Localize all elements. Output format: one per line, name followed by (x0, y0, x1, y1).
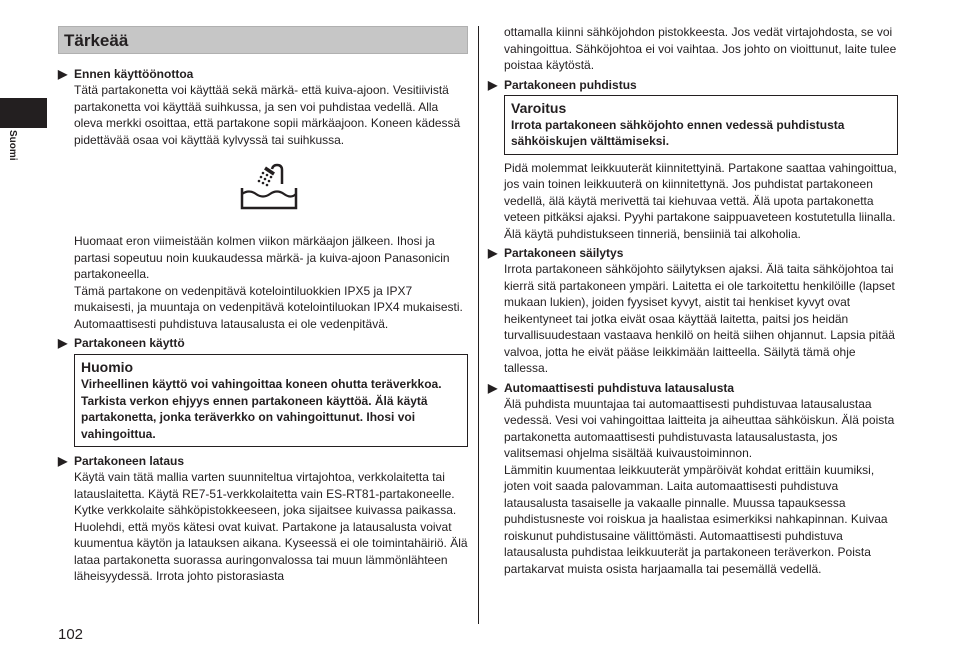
section-heading (488, 245, 898, 261)
caution-title: Huomio (81, 359, 134, 375)
paragraph: Älä puhdista muuntajaa tai automaattisesti puhdistuvaa latausalustaa vedessä. Vesi voi vahingoittaa laitteita ja aiheuttaa sähköiskun. Älä poista partakonetta automaattisesti puhdistuvasta latausalustasta, jos valitsemasi ohjelma sisältää kuivaustoiminnon. (504, 396, 895, 460)
heading-text: Partakoneen lataus (74, 454, 185, 468)
paragraph: Huomaat eron viimeistään kolmen viikon märkäajon jälkeen. Ihosi ja partasi sopeutuu noin kuukaudessa märkä- ja kuiva-ajoon Panasonicin partakoneella. (74, 234, 450, 281)
section-heading (58, 335, 468, 351)
paragraph: Käytä vain tätä mallia varten suunniteltua virtajohtoa, verkkolaitetta tai latauslaitetta. Käytä RE7-51-verkkolaitetta vain ES-RT81-partakoneelle. Kytke verkkolaite sähköpistokkeeseen, joka sijaitsee kuivassa paikassa. Huolehdi, että myös kätesi ovat kuivat. Partakone ja latausalusta voivat kuumentua käytön ja latauksen aikana. Kyseessä ei ole toimintahäiriö. Älä lataa partakonetta suorassa auringonvalossa tai muun lämmönlähteen läheisyydessä. Irrota johto pistorasiasta (74, 470, 468, 583)
paragraph: ottamalla kiinni sähköjohdon pistokkeesta. Jos vedät virtajohdosta, se voi vahingoittua. Sähköjohtoa ei voi vaihtaa. Jos johto on vioittunut, laite tulee poistaa käytöstä. (504, 25, 897, 72)
arrow-icon: ▶ (488, 380, 498, 395)
arrow-icon: ▶ (58, 67, 68, 81)
water-wave (242, 192, 296, 197)
section-heading (58, 66, 468, 82)
shower-bath-icon (238, 162, 300, 214)
paragraph: Pidä molemmat leikkuuterät kiinnitettyinä. Partakone saattaa vahingoittua, jos vain toinen leikkuuterä on kiinnitettynä. Jos puhdistat partakoneen vedellä, älä käytä merivettä tai kiehuvaa vettä. Älä upota partakonetta veteen pitkäksi ajaksi. Pyyhi partakone saippuaveteen kostutetulla liinalla. Älä käytä puhdistukseen tinneriä, bensiiniä tai alkoholia. (504, 160, 897, 241)
arrow-icon: ▶ (58, 336, 68, 350)
language-tab (7, 130, 40, 170)
caution-box (74, 354, 468, 447)
section-heading (488, 380, 898, 396)
warning-text: Irrota partakoneen sähköjohto ennen vedessä puhdistusta sähköiskujen välttämiseksi. (511, 117, 845, 148)
heading-text: Automaattisesti puhdistuva latausalusta (504, 380, 735, 395)
paragraph: Tämä partakone on vedenpitävä kotelointiluokkien IPX5 ja IPX7 mukaisesti, ja muuntaja on vedenpitävä kotelointiluokan IPX4 mukaisesti. (74, 283, 463, 314)
heading-text: Partakoneen käyttö (74, 336, 185, 350)
paragraph: Irrota partakoneen sähköjohto säilytyksen ajaksi. Älä taita sähköjohtoa tai kierrä sitä partakoneen ympäri. Laitetta ei ole tarkoitettu henkilöille (lapset mukaan lukien), joiden fyysiset kyvyt, aistit tai henkiset kyvyt ovat heikentyneet tai jotka eivät osaa käyttää laitetta, paitsi jos heidän turvallisuudestaan vastaava henkilö on heitä siihen ohjannut. Lapsia pitää valvoa, jotta he eivät pääse leikkimään laitteella. Säilytä tämä ohje tallessa. (504, 262, 895, 375)
paragraph: Automaattisesti puhdistuva latausalusta ei ole vedenpitävä. (74, 316, 389, 331)
warning-title: Varoitus (511, 99, 567, 116)
page-title: Tärkeää (64, 31, 129, 50)
heading-text: Partakoneen säilytys (504, 246, 624, 260)
section-heading (58, 453, 468, 469)
section-heading (488, 77, 898, 93)
arrow-icon: ▶ (58, 454, 68, 468)
column-divider (478, 26, 479, 624)
page-number: 102 (58, 626, 84, 643)
right-column (488, 24, 898, 577)
arrow-icon: ▶ (488, 246, 498, 260)
paragraph: Lämmitin kuumentaa leikkuuterät ympäröivät kohdat erittäin kuumiksi, joten voit saada palovamman. Laita automaattisesti puhdistuva latausalusta tasaiselle ja vakaalle pinnalle. Muussa tapauksessa puhdistusneste voi roiskua ja haalistaa esimerkiksi nahkapinnan. Kuivaa roiskunut puhdistusaine välittömästi. Automaattisesti puhdistuva latausalusta puhdistaa leikkuuterät ja partakoneen teräverkon. Poista partakarvat muista osista harjaamalla tai pesemällä vedellä. (504, 462, 888, 576)
water-drops (258, 172, 273, 187)
left-column (58, 26, 468, 585)
language-tab-marker (0, 98, 47, 128)
section-title-bar (58, 26, 468, 54)
language-tab-label: Suomi (7, 130, 18, 161)
warning-box (504, 95, 898, 155)
shower-bath-icon-svg (238, 162, 300, 214)
arrow-icon: ▶ (488, 77, 498, 92)
caution-text: Virheellinen käyttö voi vahingoittaa koneen ohutta teräverkkoa. Tarkista verkon ehjyys ennen partakoneen käyttöä. Älä käytä partakonetta, jonka teräverkko on vahingoittunut. Ihosi voi vahingoittua. (81, 377, 442, 441)
paragraph: Tätä partakonetta voi käyttää sekä märkä- että kuiva-ajoon. Vesitiivistä partakonetta voi käyttää suihkussa, ja sen voi puhdistaa vedellä. Alla oleva merkki osoittaa, että partakone sopii märkäajoon. Koneen kädessä pidettävää osaa voi käyttää kylvyssä tai suihkussa. (74, 83, 461, 147)
heading-text: Ennen käyttöönottoa (74, 67, 194, 81)
heading-text: Partakoneen puhdistus (504, 77, 637, 92)
